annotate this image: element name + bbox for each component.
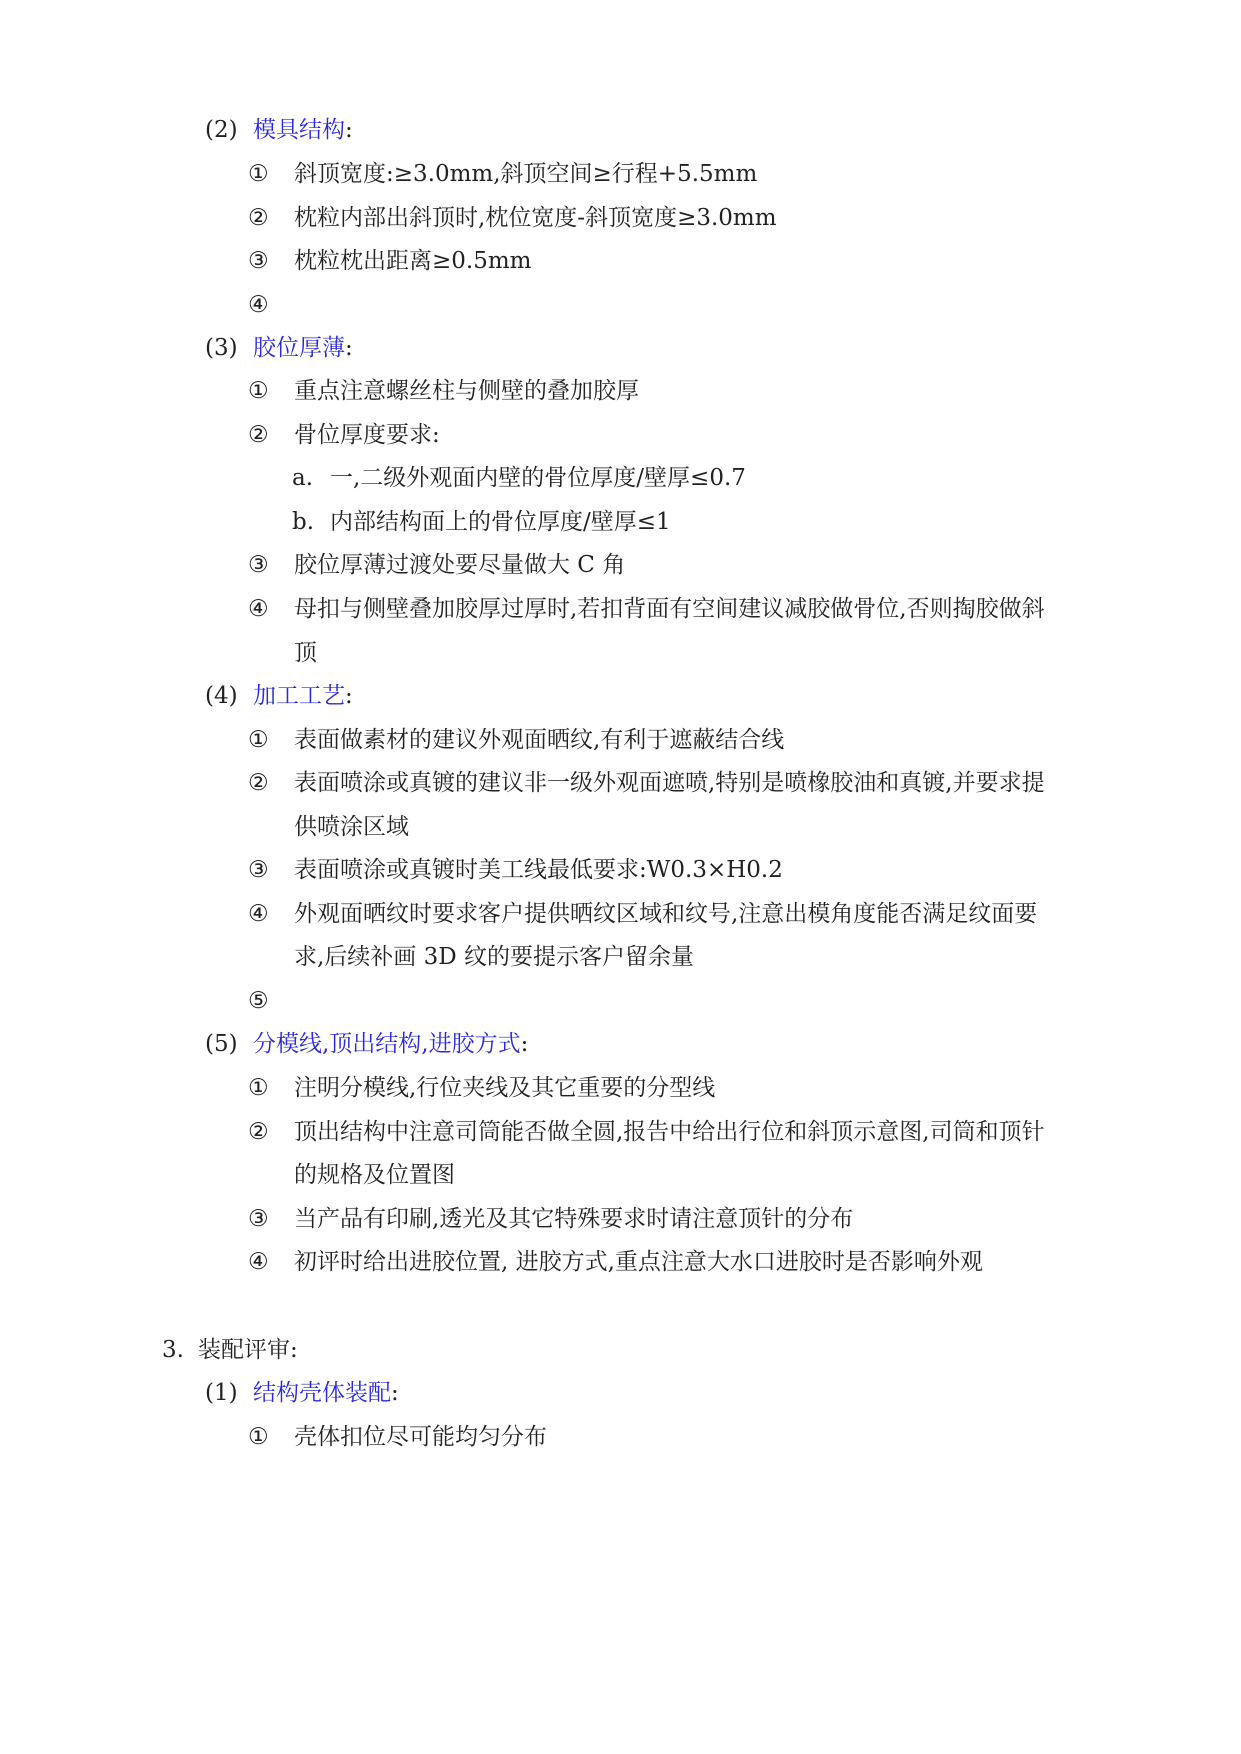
section-title: 模具结构 [253, 117, 345, 143]
list-item [248, 726, 784, 754]
item-text: 表面做素材的建议外观面晒纹,有利于遮蔽结合线 [294, 727, 785, 753]
list-item-continuation: 供喷涂区域 [294, 814, 409, 840]
section-title: 胶位厚薄 [253, 335, 345, 361]
list-item-continuation: 的规格及位置图 [294, 1162, 455, 1188]
section-title: 结构壳体装配 [253, 1380, 391, 1406]
item-marker: ③ [248, 1206, 269, 1232]
item-text: 初评时给出进胶位置, 进胶方式,重点注意大水口进胶时是否影响外观 [294, 1249, 983, 1275]
item-text: 胶位厚薄过渡处要尽量做大 C 角 [294, 552, 626, 578]
item-text: 注明分模线,行位夹线及其它重要的分型线 [294, 1075, 716, 1101]
list-item [248, 1074, 715, 1102]
sub-item-text: 内部结构面上的骨位厚度/壁厚≤1 [330, 509, 671, 535]
list-item [248, 1423, 547, 1451]
item-text: 母扣与侧壁叠加胶厚过厚时,若扣背面有空间建议减胶做骨位,否则掏胶做斜 [294, 596, 1045, 622]
sub-item-marker: a. [292, 465, 314, 491]
section-number: (5) [205, 1031, 238, 1057]
section-heading-assembly-review [162, 1336, 298, 1364]
item-marker: ④ [248, 292, 269, 318]
section-heading-processing [205, 682, 353, 710]
item-text: 骨位厚度要求: [294, 422, 440, 448]
list-item [248, 856, 783, 884]
list-item [248, 900, 1037, 928]
section-colon: : [345, 335, 353, 361]
item-marker: ② [248, 422, 269, 448]
item-marker: ④ [248, 596, 269, 622]
item-marker: ③ [248, 857, 269, 883]
section-heading-shell-assembly [205, 1379, 399, 1407]
item-marker: ⑤ [248, 988, 269, 1014]
section-title: 装配评审: [198, 1337, 298, 1363]
item-marker: ④ [248, 1249, 269, 1275]
list-item [248, 204, 777, 232]
section-colon: : [345, 683, 353, 709]
sub-item-text: 一,二级外观面内壁的骨位厚度/壁厚≤0.7 [330, 465, 746, 491]
list-item [248, 1248, 983, 1276]
list-item [248, 1118, 1045, 1146]
item-text: 枕粒内部出斜顶时,枕位宽度-斜顶宽度≥3.0mm [294, 205, 777, 231]
section-colon: : [520, 1031, 529, 1057]
list-item-continuation: 求,后续补画 3D 纹的要提示客户留余量 [294, 944, 695, 970]
section-heading-parting-line [205, 1030, 528, 1058]
item-marker: ② [248, 1119, 269, 1145]
list-item [248, 377, 639, 405]
section-title: 分模线,顶出结构,进胶方式 [253, 1031, 521, 1057]
list-item [248, 247, 531, 275]
item-marker: ② [248, 205, 269, 231]
item-marker: ① [248, 378, 269, 404]
list-item [248, 769, 1045, 797]
item-text: 斜顶宽度:≥3.0mm,斜顶空间≥行程+5.5mm [294, 161, 758, 187]
item-marker: ④ [248, 901, 269, 927]
item-marker: ③ [248, 248, 269, 274]
list-item [248, 421, 440, 449]
item-marker: ① [248, 1424, 269, 1450]
section-heading-mold-structure [205, 116, 353, 144]
section-colon: : [391, 1380, 399, 1406]
list-item [248, 1205, 853, 1233]
item-marker: ① [248, 161, 269, 187]
item-marker: ③ [248, 552, 269, 578]
list-item [248, 291, 294, 319]
section-number: (2) [205, 117, 238, 143]
item-text: 壳体扣位尽可能均匀分布 [294, 1424, 547, 1450]
sub-item-marker: b. [292, 509, 315, 535]
item-text: 表面喷涂或真镀的建议非一级外观面遮喷,特别是喷橡胶油和真镀,并要求提 [294, 770, 1045, 796]
section-number: (3) [205, 335, 238, 361]
section-colon: : [345, 117, 353, 143]
section-heading-wall-thickness [205, 334, 353, 362]
item-text: 表面喷涂或真镀时美工线最低要求:W0.3×H0.2 [294, 857, 783, 883]
sub-list-item [292, 464, 746, 492]
item-text: 当产品有印刷,透光及其它特殊要求时请注意顶针的分布 [294, 1206, 854, 1232]
section-number: (4) [205, 683, 238, 709]
list-item-continuation: 顶 [294, 640, 317, 666]
item-text: 枕粒枕出距离≥0.5mm [294, 248, 532, 274]
section-number: 3. [162, 1337, 184, 1363]
item-text: 顶出结构中注意司筒能否做全圆,报告中给出行位和斜顶示意图,司筒和顶针 [294, 1119, 1045, 1145]
section-title: 加工工艺 [253, 683, 345, 709]
section-number: (1) [205, 1380, 238, 1406]
list-item [248, 595, 1045, 623]
list-item [248, 987, 294, 1015]
item-text: 外观面晒纹时要求客户提供晒纹区域和纹号,注意出模角度能否满足纹面要 [294, 901, 1038, 927]
item-marker: ① [248, 1075, 269, 1101]
item-marker: ① [248, 727, 269, 753]
sub-list-item [292, 508, 671, 536]
list-item [248, 551, 625, 579]
item-marker: ② [248, 770, 269, 796]
item-text: 重点注意螺丝柱与侧壁的叠加胶厚 [294, 378, 639, 404]
list-item [248, 160, 757, 188]
